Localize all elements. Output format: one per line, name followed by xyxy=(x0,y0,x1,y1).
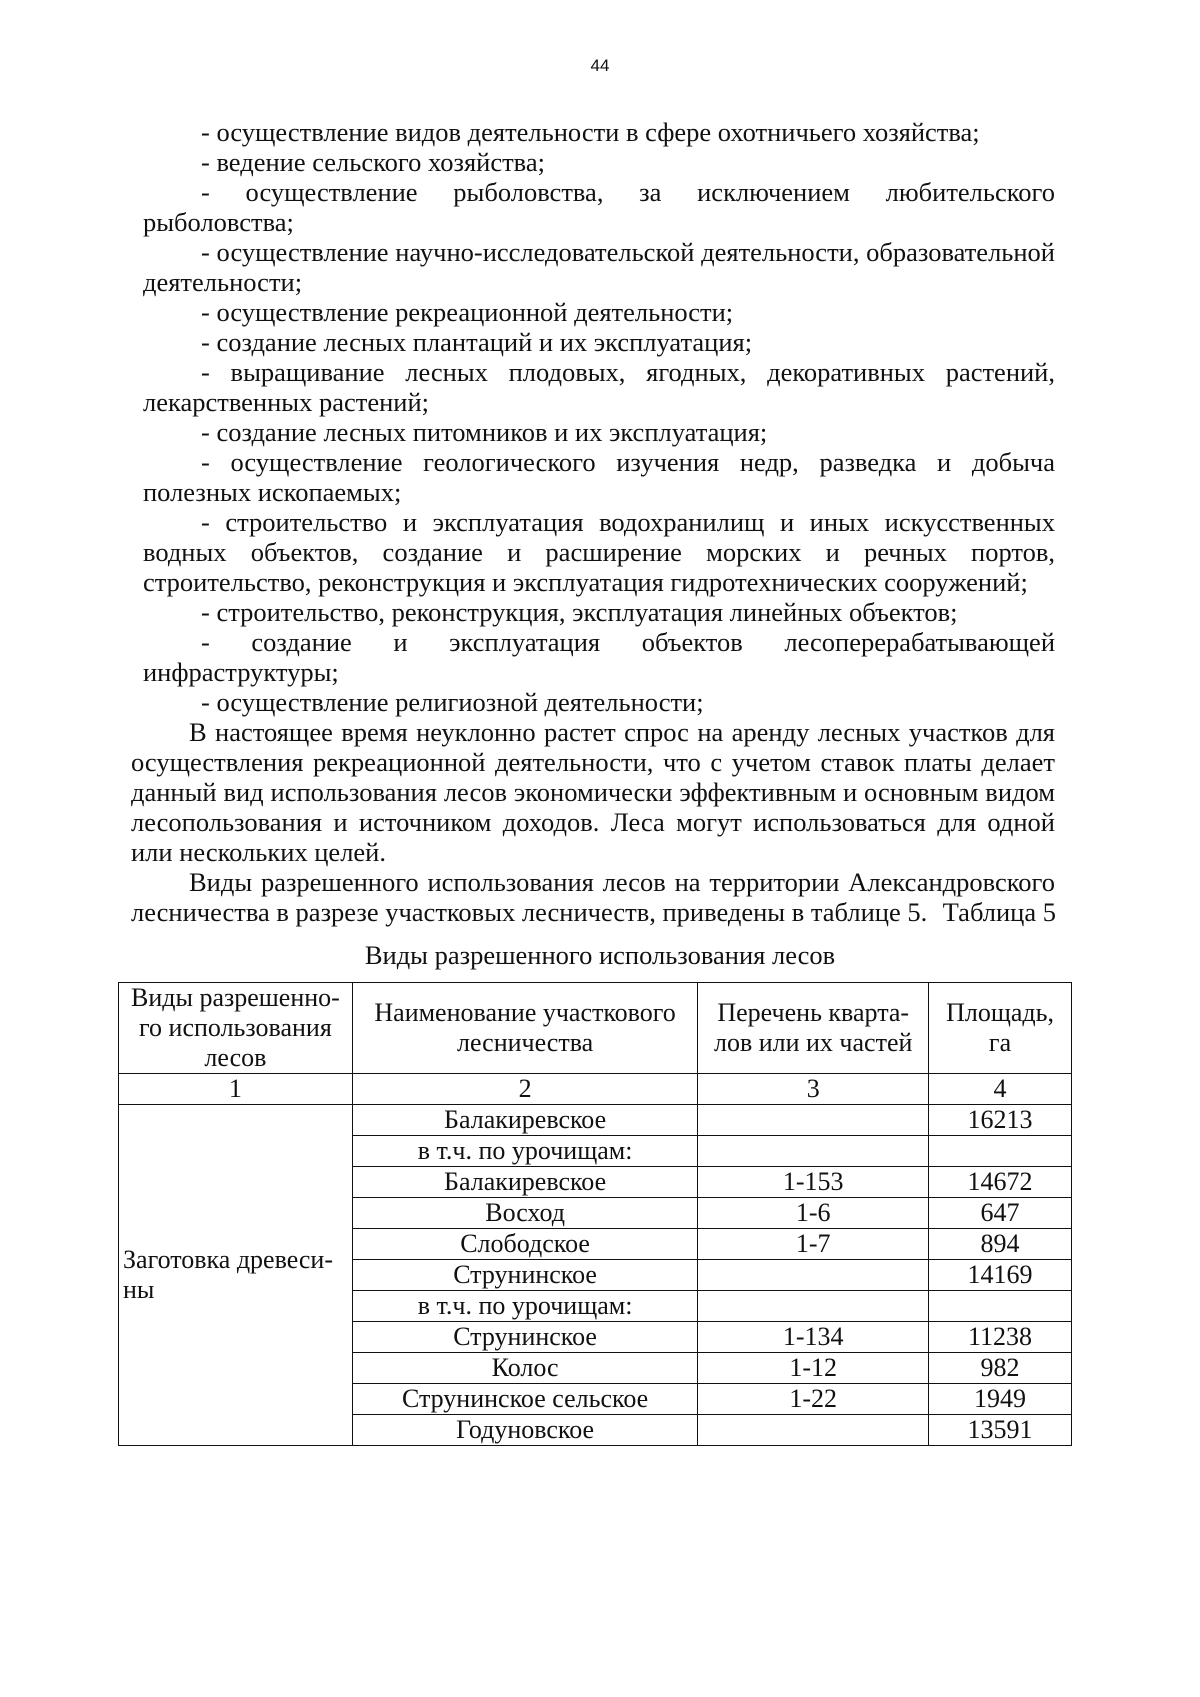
quarters xyxy=(698,1105,929,1136)
area: 13591 xyxy=(929,1415,1072,1446)
forestry-name: Балакиревское xyxy=(352,1167,698,1198)
area: 1949 xyxy=(929,1384,1072,1415)
use-type-cell: Заготовка древеси-ны xyxy=(119,1105,353,1446)
header-cell: Виды разрешенно-го использования лесов xyxy=(119,983,353,1074)
page-number: 44 xyxy=(590,56,610,75)
area: 647 xyxy=(929,1198,1072,1229)
forestry-name: Струнинское xyxy=(352,1322,698,1353)
paragraph: - создание и эксплуатация объектов лесоперерабатывающей инфраструктуры; xyxy=(143,627,1055,687)
paragraph: - выращивание лесных плодовых, ягодных, декоративных растений, лекарственных растений; xyxy=(143,357,1055,417)
area xyxy=(929,1136,1072,1167)
forestry-name: Годуновское xyxy=(352,1415,698,1446)
quarters: 1-7 xyxy=(698,1229,929,1260)
table-header-row xyxy=(119,983,1072,1074)
area xyxy=(929,1291,1072,1322)
area: 894 xyxy=(929,1229,1072,1260)
paragraph: - создание лесных плантаций и их эксплуатация; xyxy=(201,327,753,357)
quarters: 1-12 xyxy=(698,1353,929,1384)
paragraph: - осуществление геологического изучения недр, разведка и добыча полезных ископаемых; xyxy=(143,447,1055,507)
column-number-row xyxy=(119,1074,1072,1105)
paragraph: - ведение сельского хозяйства; xyxy=(201,147,545,177)
area: 14672 xyxy=(929,1167,1072,1198)
column-number: 4 xyxy=(929,1074,1072,1105)
area: 16213 xyxy=(929,1105,1072,1136)
quarters: 1-6 xyxy=(698,1198,929,1229)
forestry-name: Балакиревское xyxy=(352,1105,698,1136)
quarters xyxy=(698,1260,929,1291)
column-number: 2 xyxy=(352,1074,698,1105)
paragraph: - осуществление рекреационной деятельности; xyxy=(201,297,734,327)
area: 14169 xyxy=(929,1260,1072,1291)
paragraph: - осуществление видов деятельности в сфере охотничьего хозяйства; xyxy=(201,117,980,147)
header-cell: Площадь, га xyxy=(929,983,1072,1074)
table-row xyxy=(119,1105,1072,1136)
forestry-name: в т.ч. по урочищам: xyxy=(352,1136,698,1167)
paragraph: - создание лесных питомников и их эксплуатация; xyxy=(201,417,768,447)
quarters xyxy=(698,1291,929,1322)
forestry-name: Слободское xyxy=(352,1229,698,1260)
column-number: 3 xyxy=(698,1074,929,1105)
forestry-name: Струнинское xyxy=(352,1260,698,1291)
quarters xyxy=(698,1136,929,1167)
body-text xyxy=(131,117,1055,927)
forestry-name: в т.ч. по урочищам: xyxy=(352,1291,698,1322)
quarters: 1-153 xyxy=(698,1167,929,1198)
forestry-name: Струнинское сельское xyxy=(352,1384,698,1415)
column-number: 1 xyxy=(119,1074,353,1105)
forest-use-table xyxy=(118,982,1072,1446)
table-number-label: Таблица 5 xyxy=(942,897,1056,927)
header-cell: Перечень кварта-лов или их частей xyxy=(698,983,929,1074)
paragraph: - осуществление религиозной деятельности; xyxy=(201,687,704,717)
forestry-name: Восход xyxy=(352,1198,698,1229)
paragraph: - осуществление рыболовства, за исключением любительского рыболовства; xyxy=(143,177,1055,237)
area: 982 xyxy=(929,1353,1072,1384)
area: 11238 xyxy=(929,1322,1072,1353)
paragraph: - строительство, реконструкция, эксплуатация линейных объектов; xyxy=(201,597,958,627)
quarters: 1-22 xyxy=(698,1384,929,1415)
header-cell: Наименование участкового лесничества xyxy=(352,983,698,1074)
forestry-name: Колос xyxy=(352,1353,698,1384)
paragraph: В настоящее время неуклонно растет спрос на аренду лесных участков для осуществления рекреационной деятельности, что с учетом ставок платы делает данный вид использования лесов экономически эффективным и основным видом лесопользования и источником доходов. Леса могут использоваться для одной или нескольких целей. xyxy=(131,717,1055,867)
table-title: Виды разрешенного использования лесов xyxy=(364,940,836,970)
paragraph: - осуществление научно-исследовательской деятельности, образовательной деятельности; xyxy=(143,237,1055,297)
paragraph: Виды разрешенного использования лесов на территории Александровского лесничества в разрезе участковых лесничеств, приведены в таблице 5. xyxy=(131,867,1055,927)
paragraph: - строительство и эксплуатация водохранилищ и иных искусственных водных объектов, создание и расширение морских и речных портов, строительство, реконструкция и эксплуатация гидротехнических сооружений; xyxy=(143,507,1055,597)
quarters: 1-134 xyxy=(698,1322,929,1353)
quarters xyxy=(698,1415,929,1446)
